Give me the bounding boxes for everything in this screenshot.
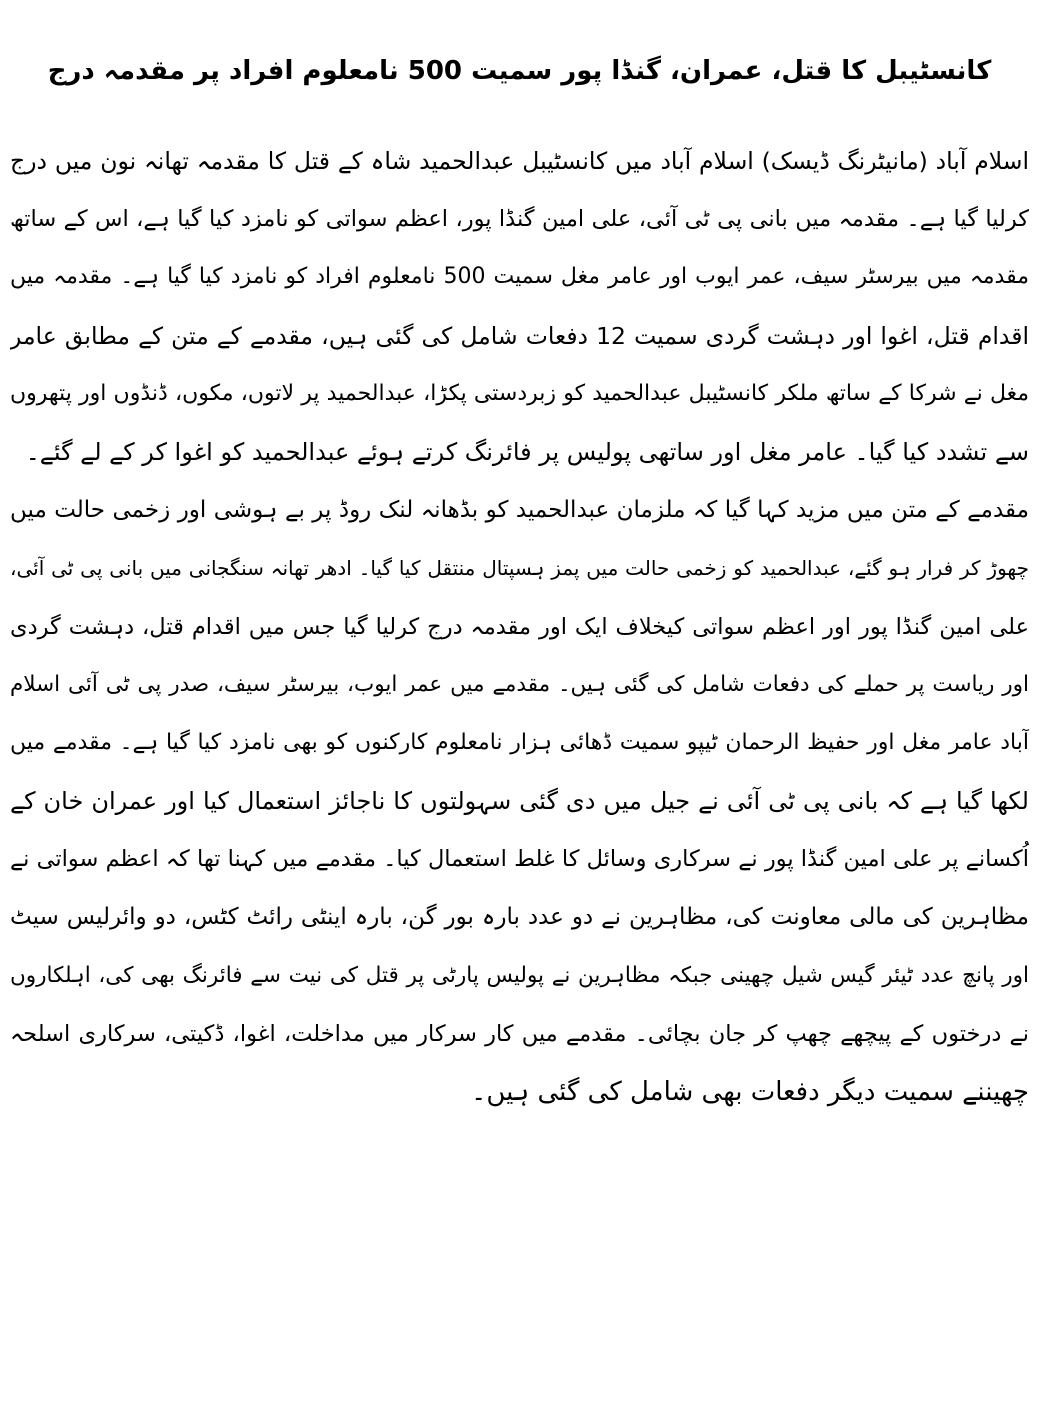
article-line: آباد عامر مغل اور حفیظ الرحمان ٹیپو سمیت ڈھائی ہزار نامعلوم کارکنوں کو بھی نامزد کیا گیا ہے۔ مقدمے میں xyxy=(10,729,1029,755)
article-line: اقدام قتل، اغوا اور دہشت گردی سمیت 12 دفعات شامل کی گئی ہیں، مقدمے کے متن کے مطابق عامر xyxy=(10,321,1029,350)
article-line: اور پانچ عدد ٹیئر گیس شیل چھینی جبکہ مظاہرین نے پولیس پارٹی پر قتل کی نیت سے فائرنگ بھی کی، اہلکاروں xyxy=(10,962,1029,988)
article-line: علی امین گنڈا پور اور اعظم سواتی کیخلاف ایک اور مقدمہ درج کرلیا گیا جس میں اقدام قتل، دہشت گردی xyxy=(10,613,1029,640)
article-line: مقدمہ میں بیرسٹر سیف، عمر ایوب اور عامر مغل سمیت 500 نامعلوم افراد کو نامزد کیا گیا ہے۔ مقدمہ میں xyxy=(10,264,1029,290)
headline xyxy=(40,50,999,92)
article-line: کرلیا گیا ہے۔ مقدمہ میں بانی پی ٹی آئی، علی امین گنڈا پور، اعظم سواتی کو نامزد کیا گیا ہے، اس کے ساتھ xyxy=(10,206,1029,233)
article-line: سے تشدد کیا گیا۔ عامر مغل اور ساتھی پولیس پر فائرنگ کرتے ہوئے عبدالحمید کو اغوا کر کے لے گئے۔ xyxy=(25,437,1029,466)
article-line: چھوڑ کر فرار ہو گئے، عبدالحمید کو زخمی حالت میں پمز ہسپتال منتقل کیا گیا۔ ادھر تھانہ سنگجانی میں بانی پی ٹی آئی، xyxy=(10,556,1029,581)
article-line: اسلام آباد (مانیٹرنگ ڈیسک) اسلام آباد میں کانسٹیبل عبدالحمید شاہ کے قتل کا مقدمہ تھانہ نون میں درج xyxy=(10,147,1029,175)
article-body xyxy=(10,132,1029,1121)
article-line: لکھا گیا ہے کہ بانی پی ٹی آئی نے جیل میں دی گئی سہولتوں کا ناجائز استعمال کیا اور عمران خان کے xyxy=(10,787,1029,816)
article-line: مقدمے کے متن میں مزید کہا گیا کہ ملزمان عبدالحمید کو بڈھانہ لنک روڈ پر بے ہوشی اور زخمی حالت میں xyxy=(10,497,1029,524)
article-line: مظاہرین کی مالی معاونت کی، مظاہرین نے دو عدد بارہ بور گن، بارہ اینٹی رائٹ کٹس، دو وائرلیس سیٹ xyxy=(10,904,1029,931)
article-line: چھیننے سمیت دیگر دفعات بھی شامل کی گئی ہیں۔ xyxy=(471,1077,1029,1107)
article-line: اُکسانے پر علی امین گنڈا پور نے سرکاری وسائل کا غلط استعمال کیا۔ مقدمے میں کہنا تھا کہ اعظم سواتی نے xyxy=(10,846,1029,873)
headline-line: کانسٹیبل کا قتل، عمران، گنڈا پور سمیت 500 نامعلوم افراد پر مقدمہ درج xyxy=(47,56,992,86)
article-line: اور ریاست پر حملے کی دفعات شامل کی گئی ہیں۔ مقدمے میں عمر ایوب، بیرسٹر سیف، صدر پی ٹی آئی اسلام xyxy=(10,671,1029,697)
article-line: مغل نے شرکا کے ساتھ ملکر کانسٹیبل عبدالحمید کو زبردستی پکڑا، عبدالحمید پر لاتوں، مکوں، ڈنڈوں اور پتھروں xyxy=(10,380,1029,406)
article-line: نے درختوں کے پیچھے چھپ کر جان بچائی۔ مقدمے میں کار سرکار میں مداخلت، اغوا، ڈکیتی، سرکاری اسلحہ xyxy=(10,1020,1029,1047)
